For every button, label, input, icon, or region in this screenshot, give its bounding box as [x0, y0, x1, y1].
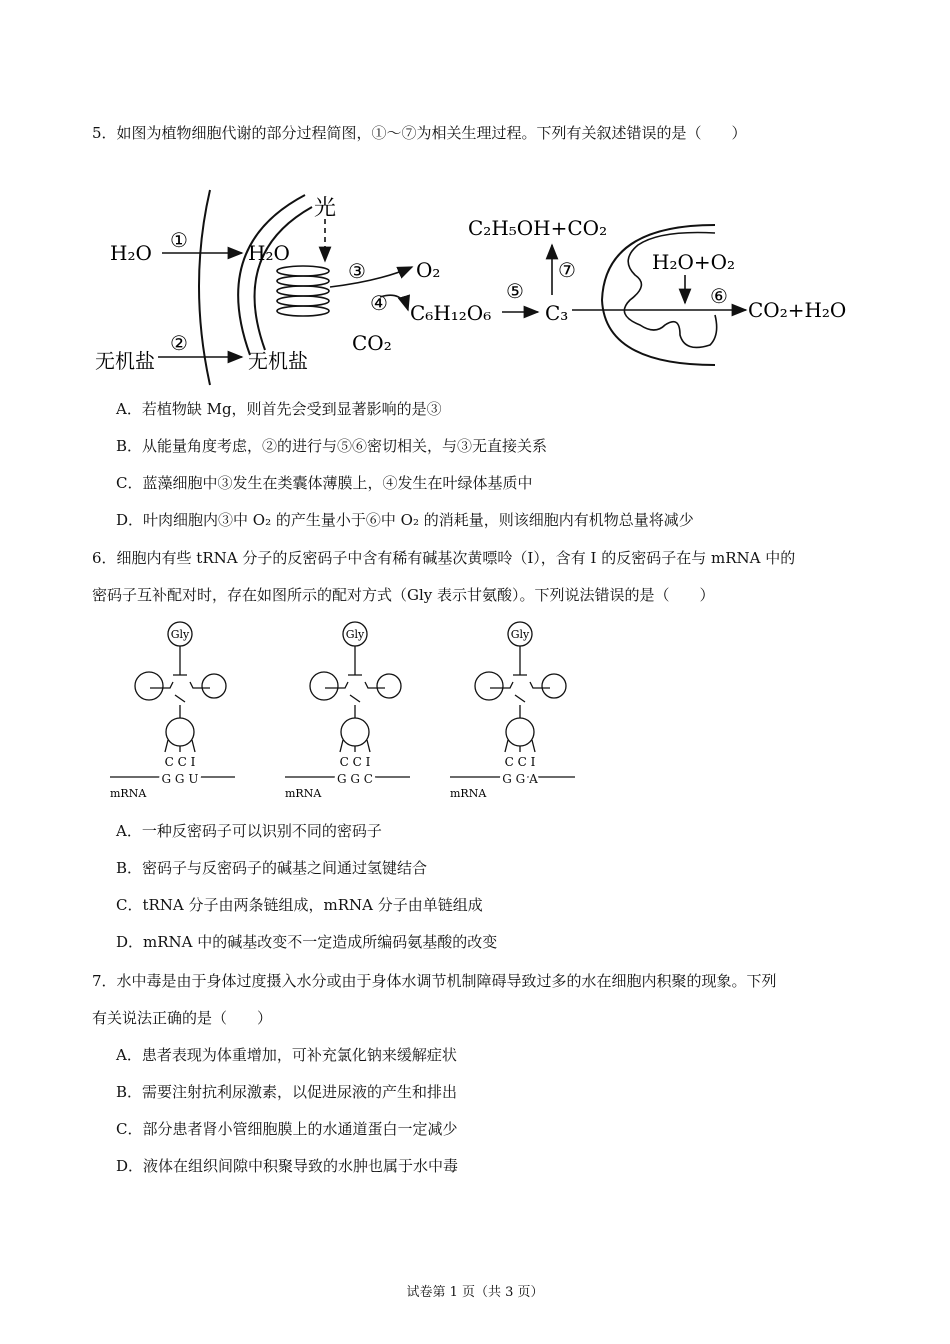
q6-stem-line2: 密码子互补配对时，存在如图所示的配对方式（Gly 表示甘氨酸）。下列说法错误的是（ ）	[92, 586, 715, 604]
q5-option-c: C．蓝藻细胞中③发生在类囊体薄膜上，④发生在叶绿体基质中	[116, 474, 533, 492]
process-3: ③	[348, 259, 366, 283]
q5-option-b: B．从能量角度考虑，②的进行与⑤⑥密切相关，与③无直接关系	[116, 437, 548, 455]
o2-label: O₂	[416, 258, 441, 282]
trna-amino-acid: Gly	[345, 628, 365, 641]
process-5: ⑤	[506, 279, 524, 303]
trna-amino-acid: Gly	[510, 628, 530, 641]
q6-stem-line1: 6．细胞内有些 tRNA 分子的反密码子中含有稀有碱基次黄嘌呤（I），含有 I 的反密码子在与 mRNA 中的	[92, 549, 796, 567]
q6-option-c: C．tRNA 分子由两条链组成，mRNA 分子由单链组成	[116, 896, 483, 914]
mrna-codon: G G U	[161, 772, 199, 786]
mrna-codon: G G C	[337, 772, 373, 786]
mito-output-label: CO₂+H₂O	[748, 298, 847, 322]
trna-structure	[285, 622, 410, 800]
q7-stem	[92, 963, 872, 1037]
glucose-label: C₆H₁₂O₆	[410, 301, 492, 325]
inorganic-salt-outside: 无机盐	[95, 349, 155, 373]
light-label: 光	[314, 196, 337, 221]
q6-option-d: D．mRNA 中的碱基改变不一定造成所编码氨基酸的改变	[116, 933, 498, 951]
q7-stem-line2: 有关说法正确的是（ ）	[92, 1009, 273, 1027]
q6-option-a: A．一种反密码子可以识别不同的密码子	[116, 822, 382, 840]
mrna-codon: G G A	[502, 772, 538, 786]
q7-option-c: C．部分患者肾小管细胞膜上的水通道蛋白一定减少	[116, 1120, 458, 1138]
q5-metabolism-diagram	[90, 185, 870, 390]
trna-anticodon: C C I	[164, 755, 196, 769]
trna-anticodon: C C I	[339, 755, 371, 769]
c3-label: C₃	[545, 301, 569, 325]
q7-option-d: D．液体在组织间隙中积聚导致的水肿也属于水中毒	[116, 1157, 459, 1175]
process-4: ④	[370, 291, 388, 315]
h2o-outside: H₂O	[110, 241, 152, 265]
trna-structure	[110, 622, 235, 800]
q5-option-d: D．叶肉细胞内③中 O₂ 的产生量小于⑥中 O₂ 的消耗量，则该细胞内有机物总量将减少	[116, 511, 694, 529]
cell-membrane	[199, 190, 210, 385]
q7-stem-line1: 7．水中毒是由于身体过度摄入水分或由于身体水调节机制障碍导致过多的水在细胞内积聚的现象。下列	[92, 972, 777, 990]
ethanol-label: C₂H₅OH+CO₂	[468, 216, 608, 240]
co2-label: CO₂	[352, 331, 392, 355]
mito-input-label: H₂O+O₂	[652, 250, 736, 274]
mrna-label: mRNA	[110, 787, 147, 800]
trna-amino-acid: Gly	[170, 628, 190, 641]
q6-trna-diagram	[105, 620, 665, 805]
thylakoid-stack	[277, 266, 329, 316]
process-1: ①	[170, 228, 188, 252]
q5-stem: 5．如图为植物细胞代谢的部分过程简图，①～⑦为相关生理过程。下列有关叙述错误的是（ ）	[92, 124, 747, 142]
process-7: ⑦	[558, 258, 576, 282]
trna-structure	[450, 622, 575, 800]
mrna-label: mRNA	[285, 787, 322, 800]
page-footer: 试卷第 1 页（共 3 页）	[406, 1285, 544, 1300]
q7-option-a: A．患者表现为体重增加，可补充氯化钠来缓解症状	[116, 1046, 457, 1064]
mrna-label: mRNA	[450, 787, 487, 800]
h2o-chloroplast: H₂O	[248, 241, 290, 265]
q5-option-a: A．若植物缺 Mg，则首先会受到显著影响的是③	[116, 400, 442, 418]
q6-option-b: B．密码子与反密码子的碱基之间通过氢键结合	[116, 859, 428, 877]
mitochondrion-outer	[602, 225, 715, 365]
inorganic-salt-inside: 无机盐	[248, 349, 308, 373]
q7-option-b: B．需要注射抗利尿激素，以促进尿液的产生和排出	[116, 1083, 458, 1101]
process-2: ②	[170, 331, 188, 355]
process-6: ⑥	[710, 284, 728, 308]
trna-anticodon: C C I	[504, 755, 536, 769]
q6-stem	[92, 540, 872, 614]
